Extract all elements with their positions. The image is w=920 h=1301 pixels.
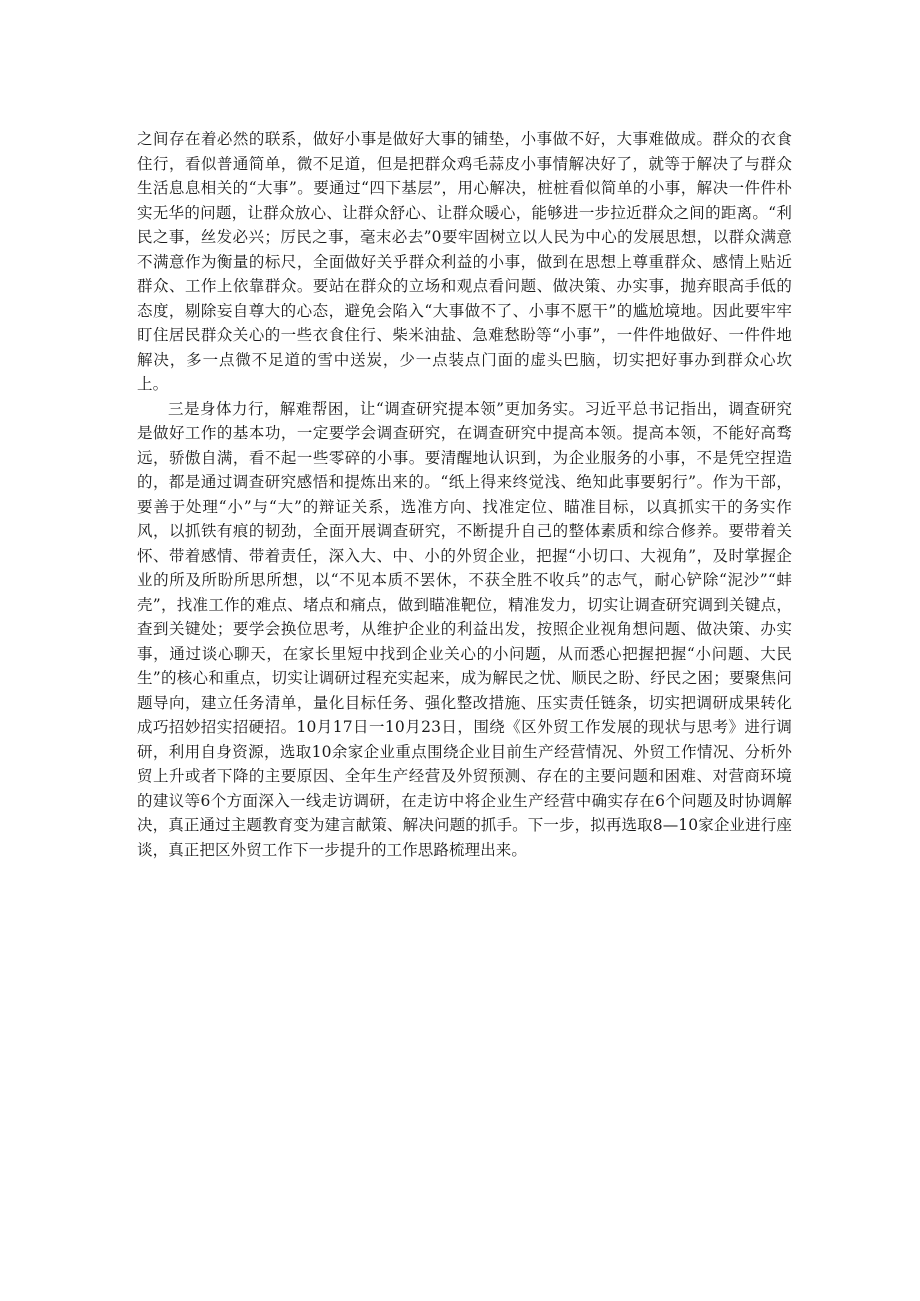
paragraph-continued: 之间存在着必然的联系，做好小事是做好大事的铺垫，小事做不好，大事难做成。群众的衣食住行，看似普通简单，微不足道，但是把群众鸡毛蒜皮小事情解决好了，就等于解决了与群众生活息息相关的“大事”。要通过“四下基层”，用心解决，桩桩看似简单的小事，解决一件件朴实无华的问题，让群众放心、让群众舒心、让群众暖心，能够进一步拉近群众之间的距离。“利民之事，丝发必兴；厉民之事，毫末必去”0要牢固树立以人民为中心的发展思想，以群众满意不满意作为衡量的标尺，全面做好关乎群众利益的小事，做到在思想上尊重群众、感情上贴近群众、工作上依靠群众。要站在群众的立场和观点看问题、做决策、办实事，抛弃眼高手低的态度，剔除妄自尊大的心态，避免会陷入“大事做不了、小事不愿干”的尴尬境地。因此要牢牢盯住居民群众关心的一些衣食住行、柴米油盐、急难愁盼等“小事”，一件件地做好、一件件地解决，多一点微不足道的雪中送炭，少一点装点门面的虚头巴脑，切实把好事办到群众心坎上。 xyxy=(137,130,792,393)
paragraph-section-three: 三是身体力行，解难帮困，让“调查研究提本领”更加务实。习近平总书记指出，调查研究是做好工作的基本功，一定要学会调查研究，在调查研究中提高本领。提高本领，不能好高骛远，骄傲自满，看不起一些零碎的小事。要清醒地认识到，为企业服务的小事，不是凭空捏造的，都是通过调查研究感悟和提炼出来的。“纸上得来终觉浅、绝知此事要躬行”。作为干部，要善于处理“小”与“大”的辩证关系，选准方向、找准定位、瞄准目标，以真抓实干的务实作风，以抓铁有痕的韧劲，全面开展调查研究，不断提升自己的整体素质和综合修养。要带着关怀、带着感情、带着责任，深入大、中、小的外贸企业，把握“小切口、大视角”，及时掌握企业的所及所盼所思所想，以“不见本质不罢休，不获全胜不收兵”的志气，耐心铲除“泥沙”“蚌壳”，找准工作的难点、堵点和痛点，做到瞄准靶位，精准发力，切实让调查研究调到关键点，查到关键处；要学会换位思考，从维护企业的利益出发，按照企业视角想问题、做决策、办实事，通过谈心聊天，在家长里短中找到企业关心的小问题，从而悉心把握把握“小问题、大民生”的核心和重点，切实让调研过程充实起来，成为解民之忧、顺民之盼、纾民之困；要聚焦问题导向，建立任务清单，量化目标任务、强化整改措施、压实责任链条，切实把调研成果转化成巧招妙招实招硬招。10月17日一10月23日，围绕《区外贸工作发展的现状与思考》进行调研，利用自身资源，选取10余家企业重点围绕企业目前生产经营情况、外贸工作情况、分析外贸上升或者下降的主要原因、全年生产经营及外贸预测、存在的主要问题和困难、对营商环境的建议等6个方面深入一线走访调研，在走访中将企业生产经营中确实存在6个问题及时协调解决，真正通过主题教育变为建言献策、解决问题的抓手。下一步，拟再选取8—10家企业进行座谈，真正把区外贸工作下一步提升的工作思路梳理出来。 xyxy=(137,399,792,859)
document-body xyxy=(137,127,792,862)
